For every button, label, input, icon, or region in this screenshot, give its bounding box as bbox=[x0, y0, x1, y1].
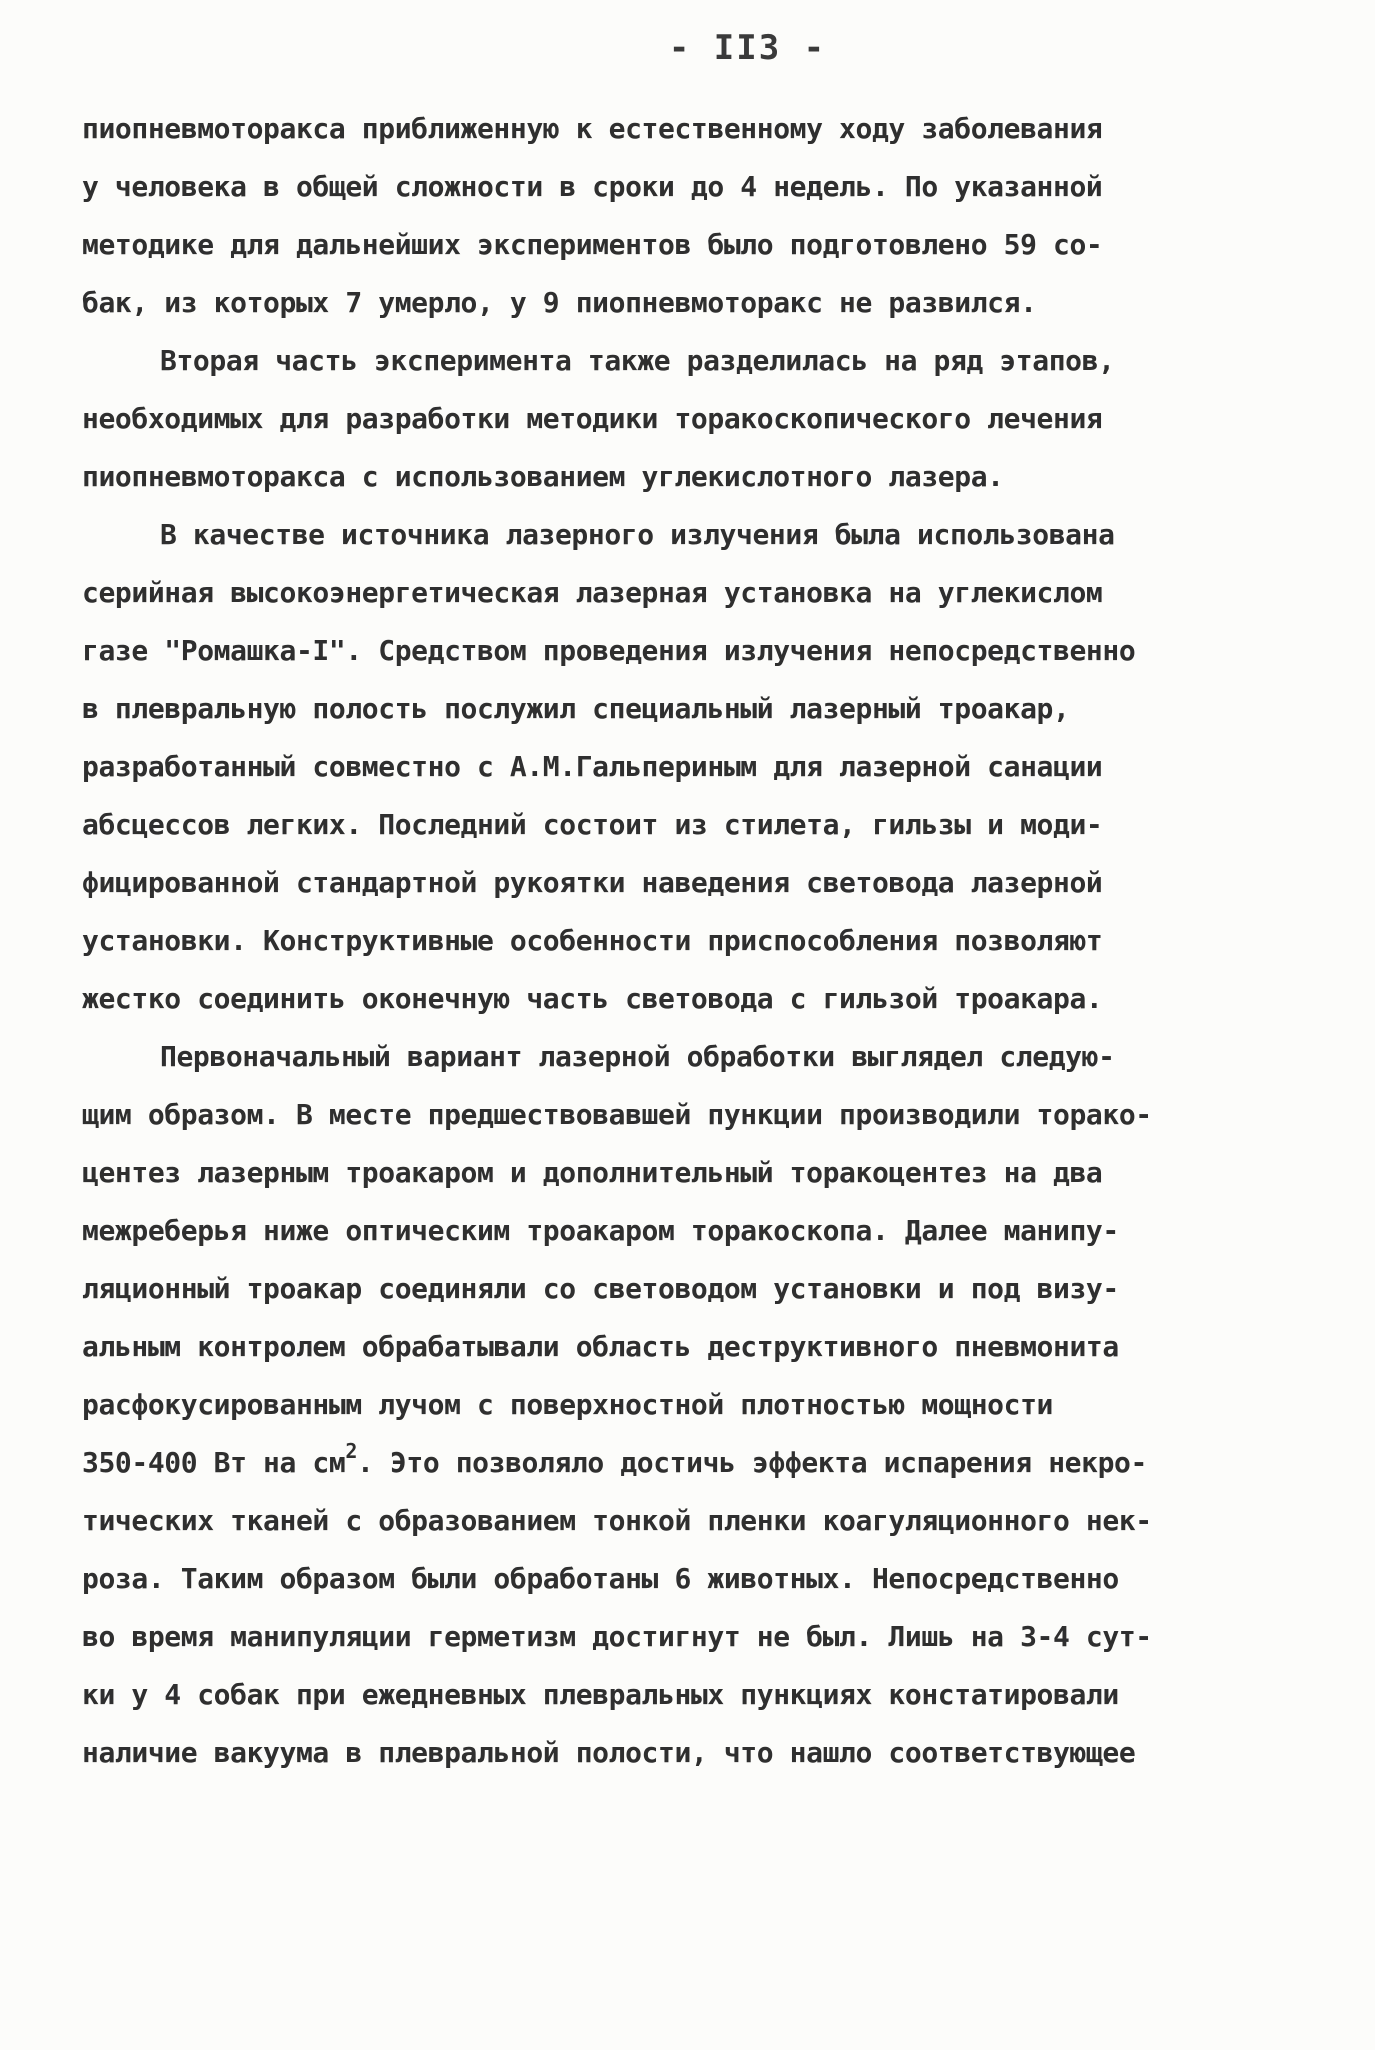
paragraph-start-line: В качестве источника лазерного излучения была использована bbox=[160, 518, 1115, 551]
text-line: газе "Ромашка-I". Средством проведения излучения непосредственно bbox=[82, 634, 1136, 667]
paragraph-start-line: Вторая часть эксперимента также разделилась на ряд этапов, bbox=[160, 344, 1115, 377]
text-line: необходимых для разработки методики торакоскопического лечения bbox=[82, 402, 1103, 435]
text-line: установки. Конструктивные особенности приспособления позволяют bbox=[82, 924, 1103, 957]
text-line: тических тканей с образованием тонкой пленки коагуляционного нек- bbox=[82, 1504, 1152, 1537]
text-line: методике для дальнейших экспериментов было подготовлено 59 со- bbox=[82, 228, 1103, 261]
text-line: фицированной стандартной рукоятки наведения световода лазерной bbox=[82, 866, 1103, 899]
text-line: во время манипуляции герметизм достигнут не был. Лишь на 3-4 сут- bbox=[82, 1620, 1152, 1653]
text-line: серийная высокоэнергетическая лазерная установка на углекислом bbox=[82, 576, 1103, 609]
text-line: ляционный троакар соединяли со световодом установки и под визу- bbox=[82, 1272, 1119, 1305]
text-fragment: . Это позволяло достичь эффекта испарения некро- bbox=[356, 1446, 1147, 1479]
page-number: - II3 - bbox=[668, 28, 827, 68]
superscript: 2 bbox=[345, 1439, 357, 1463]
text-line: жестко соединить оконечную часть световода с гильзой троакара. bbox=[82, 982, 1103, 1015]
text-line: наличие вакуума в плевральной полости, что нашло соответствующее bbox=[82, 1736, 1136, 1769]
text-line: пиопневмоторакса с использованием углекислотного лазера. bbox=[82, 460, 1004, 493]
text-line: разработанный совместно с А.М.Гальпериным для лазерной санации bbox=[82, 750, 1103, 783]
text-line: пиопневмоторакса приближенную к естественному ходу заболевания bbox=[82, 112, 1103, 145]
text-line: альным контролем обрабатывали область деструктивного пневмонита bbox=[82, 1330, 1119, 1363]
paragraph-start-line: Первоначальный вариант лазерной обработки выглядел следую- bbox=[160, 1040, 1115, 1073]
text-line: межреберья ниже оптическим троакаром торакоскопа. Далее манипу- bbox=[82, 1214, 1119, 1247]
text-line: центез лазерным троакаром и дополнительный торакоцентез на два bbox=[82, 1156, 1103, 1189]
text-fragment: 350-400 Вт на см bbox=[82, 1446, 346, 1479]
text-line: в плевральную полость послужил специальный лазерный троакар, bbox=[82, 692, 1070, 725]
body-text bbox=[82, 100, 1302, 1782]
text-line: у человека в общей сложности в сроки до 4 недель. По указанной bbox=[82, 170, 1103, 203]
text-line: роза. Таким образом были обработаны 6 животных. Непосредственно bbox=[82, 1562, 1119, 1595]
text-line: щим образом. В месте предшествовавшей пункции производили торако- bbox=[82, 1098, 1152, 1131]
text-line: бак, из которых 7 умерло, у 9 пиопневмоторакс не развился. bbox=[82, 286, 1037, 319]
text-line: ки у 4 собак при ежедневных плевральных пункциях констатировали bbox=[82, 1678, 1119, 1711]
text-line: расфокусированным лучом с поверхностной плотностью мощности bbox=[82, 1388, 1053, 1421]
text-line-with-superscript bbox=[82, 1434, 1302, 1492]
text-line: абсцессов легких. Последний состоит из стилета, гильзы и моди- bbox=[82, 808, 1103, 841]
